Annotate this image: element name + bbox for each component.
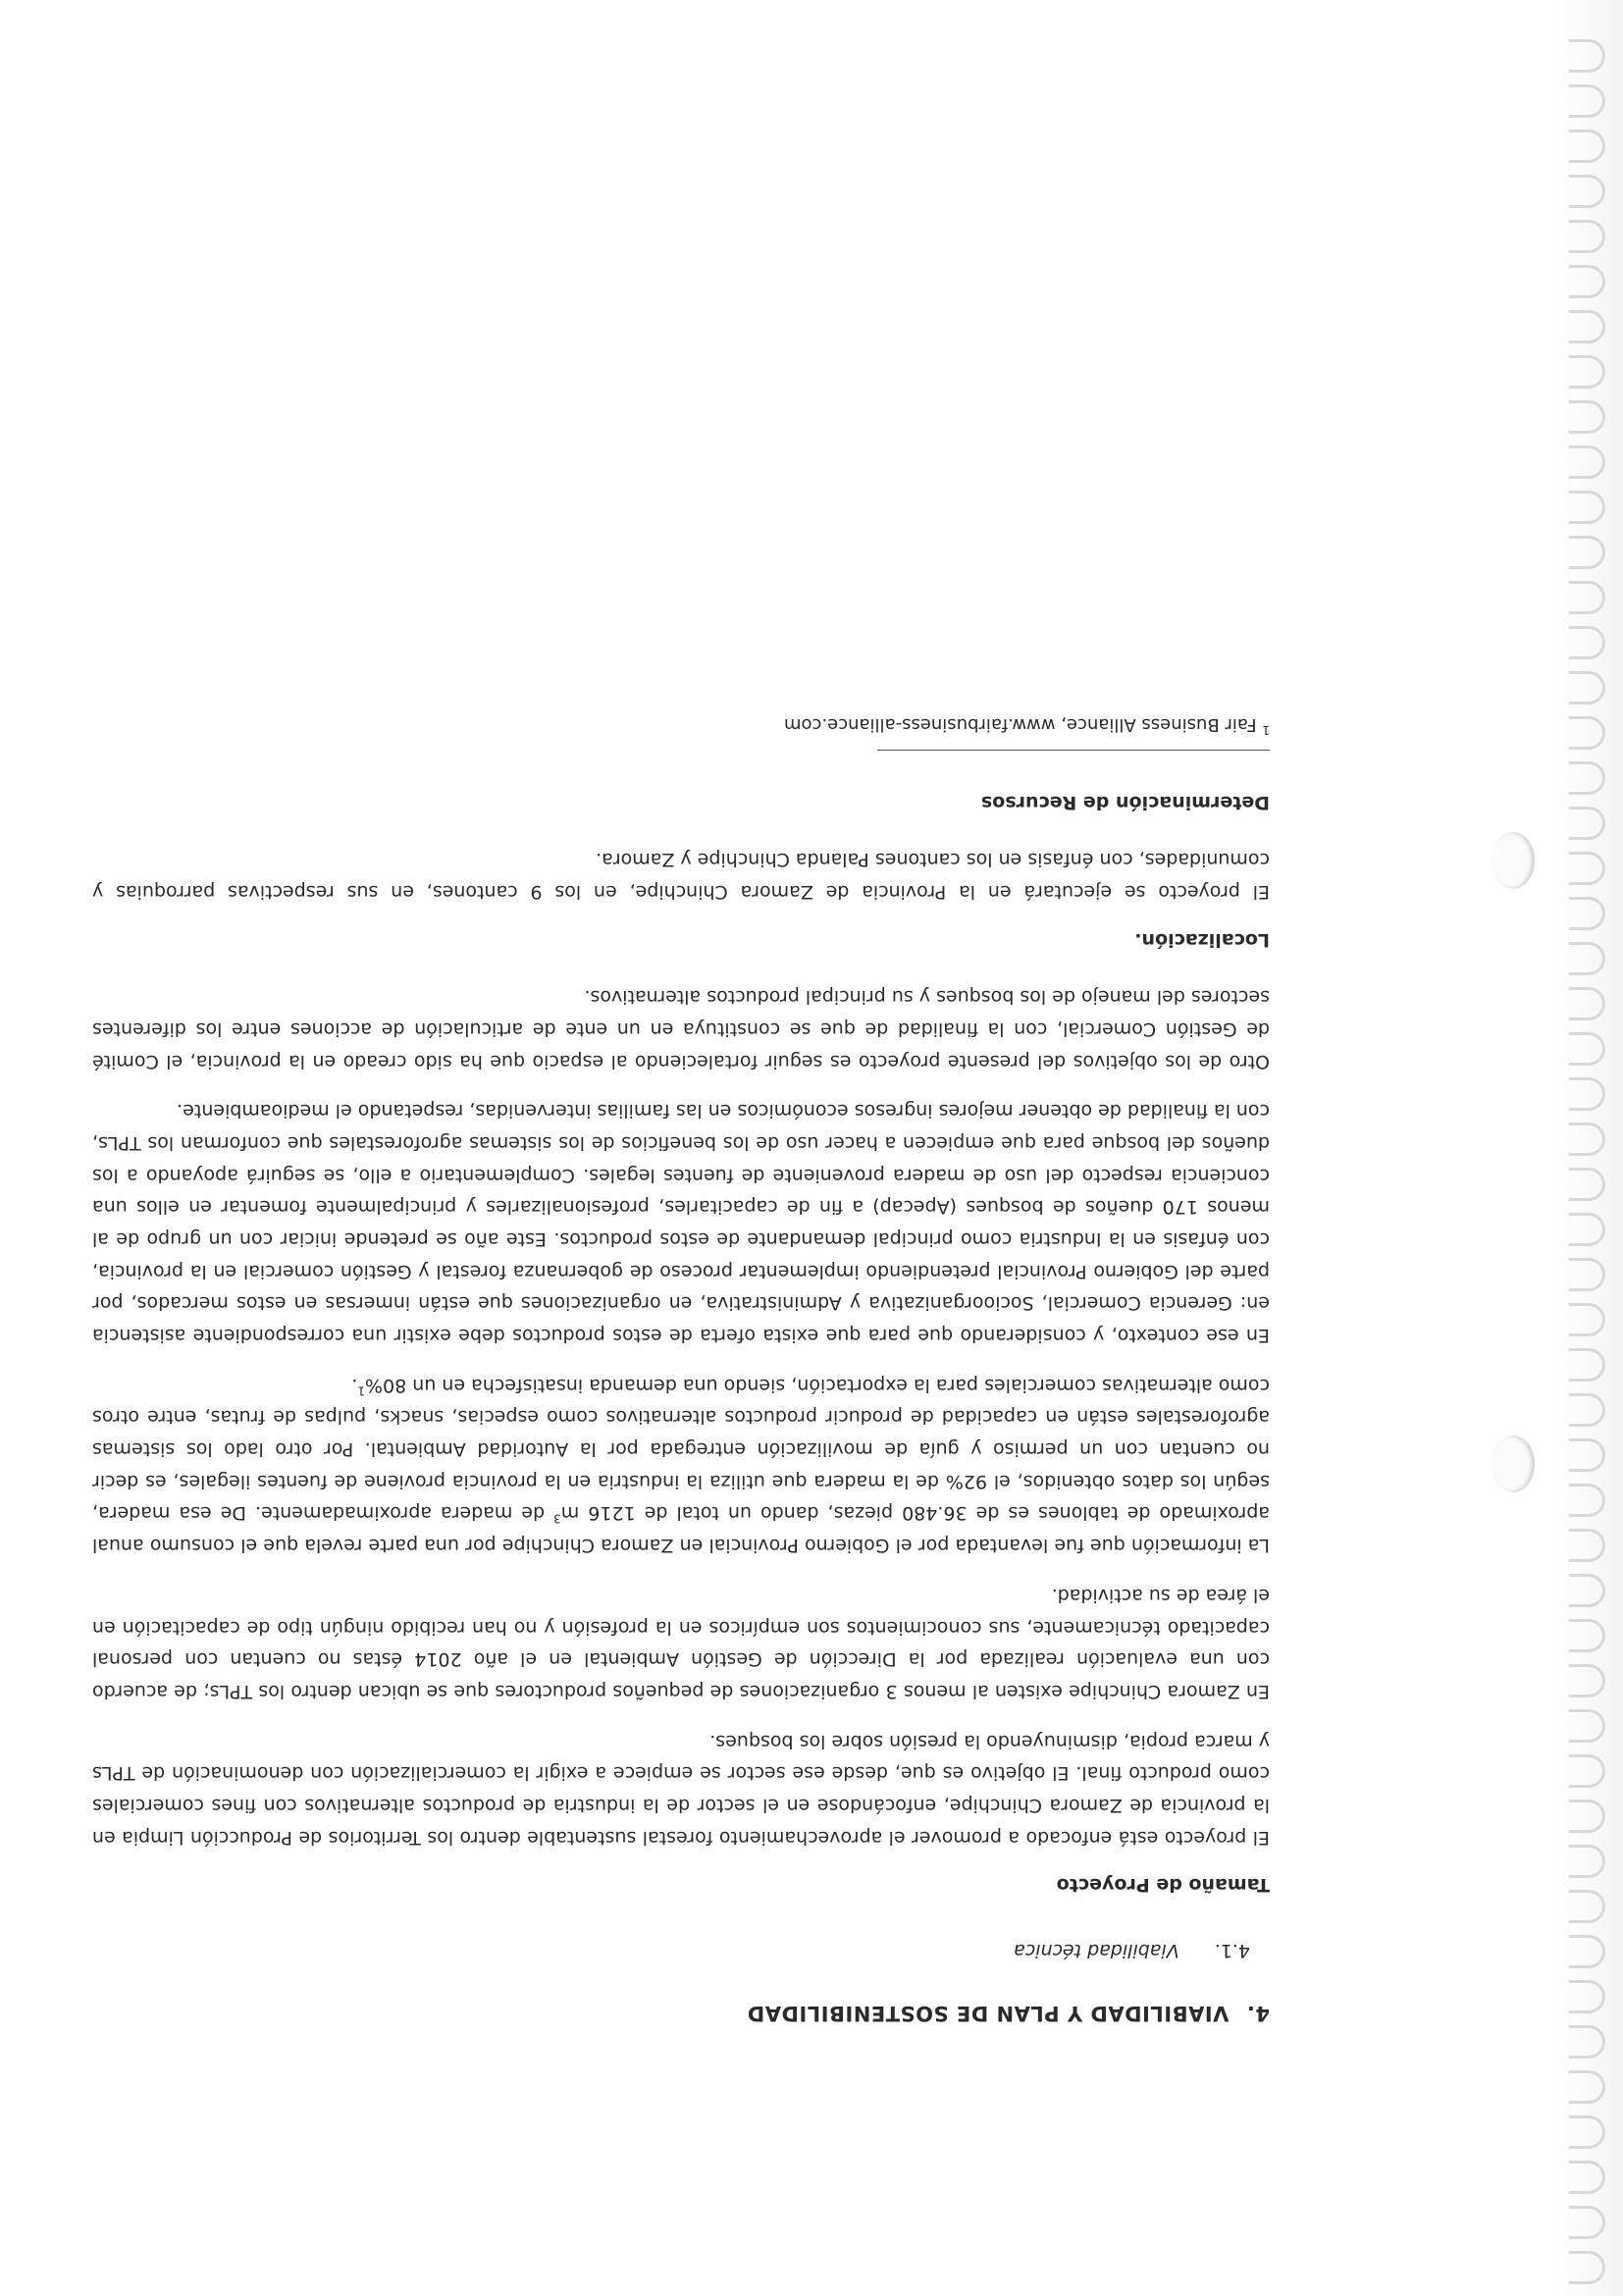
section-number: 4. — [1246, 2002, 1270, 2025]
paragraph-tamano-1: El proyecto está enfocado a promover el aprovechamiento forestal sustentable dentro los Territorios de Producción Limpia en la provincia de Zamora Chinchipe, enfocándose en el sector de la industria de productos alternativos con fines comerciales como producto final. El objetivo es que, desde ese sector se empiece a exigir la comercialización con denominación de TPLs y marca propia, disminuyendo la presión sobre los bosques. — [92, 1730, 1270, 1849]
paragraph-tamano-5: Otro de los objetivos del presente proyecto es seguir fortaleciendo al espacio que ha sido creado en la provincia, el Comité de Gestión Comercial, con la finalidad de que se constituya en un ente de articulación de acciones entre los diferentes sectores del manejo de los bosques y su principal productos alternativos. — [92, 986, 1270, 1072]
section-title — [92, 1996, 1270, 2031]
subsection-number: 4.1. — [1214, 1939, 1250, 1961]
heading-localizacion: Localización. — [1134, 928, 1270, 951]
punch-hole — [1492, 832, 1535, 889]
heading-recursos: Determinación de Recursos — [980, 791, 1270, 813]
cubic-superscript: 3 — [553, 1511, 561, 1526]
footnote — [92, 708, 1270, 740]
punch-hole — [1492, 1435, 1535, 1492]
subsection-title-text: Viabilidad técnica — [1014, 1939, 1179, 1961]
subsection-title — [92, 1934, 1250, 1966]
footnote-mark: 1 — [1262, 723, 1270, 738]
section-title-text: VIABILIDAD Y PLAN DE SOSTENIBILIDAD — [747, 2002, 1230, 2025]
heading-tamano: Tamaño de Proyecto — [1056, 1874, 1270, 1897]
footnote-text: Fair Business Alliance, www.fairbusiness-alliance.com — [783, 714, 1263, 736]
paragraph-tamano-3 — [92, 1369, 1270, 1561]
paragraph-localizacion-1: El proyecto se ejecutará en la Provincia de Zamora Chinchipe, en los 9 cantones, en sus respectivas parroquias y comunidades, con énfasis en los cantones Palanda Chinchipe y Zamora. — [92, 849, 1270, 904]
paragraph-tamano-3-c: . — [351, 1374, 358, 1396]
paragraph-tamano-2: En Zamora Chinchipe existen al menos 3 organizaciones de pequeños productores que se ubican dentro los TPLs; de acuerdo con una evaluación realizada por la Dirección de Gestión Ambiental en el año 2014 éstas no cuentan con personal capacitado técnicamente, sus conocimientos son empíricos en la profesión y no han recibido ningún tipo de capacitación en el área de su actividad. — [92, 1584, 1270, 1702]
footnote-divider — [877, 750, 1270, 751]
paragraph-tamano-4: En ese contexto, y considerando que para que exista oferta de estos productos debe existir una correspondiente asistencia en: Gerencia Comercial, Socioorganizativa y Administrativa, en organizaciones que están inmersas en estos mercados, por parte del Gobierno Provincial pretendiendo implementar proceso de gobernanza forestal y Gestión comercial en la provincia, con énfasis en la Industria como principal demandante de estos productos. Este año se pretende iniciar con un grupo de al menos 170 dueños de bosques (Apecap) a fin de capacitarles, profesionalizarles y principalmente fomentar en ellos una conciencia respecto del uso de madera proveniente de fuentes legales. Complementario a ello, se seguirá apoyando a los dueños del bosque para que empiecen a hacer uso de los beneficios de los sistemas agroforestales que conforman los TPLs, con la finalidad de obtener mejores ingresos económicos en las familias intervenidas, respetando el medioambiente. — [92, 1100, 1270, 1347]
paragraph-tamano-3-b: de madera aproximadamente. De esa madera, según los datos obtenidos, el 92% de la madera que utiliza la industria en la provincia proviene de fuentes ilegales, es decir no cuentan con un permiso y guía de movilización entregada por la Autoridad Ambiental. Por otro lado los sistemas agroforestales están en capacidad de producir productos alternativos como especias, snacks, pulpas de frutas, entre otros como alternativas comerciales para la exportación, siendo una demanda insatisfecha en un 80% — [92, 1374, 1270, 1525]
footnote-reference: 1 — [357, 1383, 365, 1398]
page-content — [92, 708, 1270, 2031]
paragraph-tamano-3-a: La información que fue levantada por el Gobierno Provincial en Zamora Chinchipe por una parte revela que el consumo anual aproximado de tablones es de 36.480 piezas, dando un total de 1216 m — [92, 1502, 1270, 1557]
